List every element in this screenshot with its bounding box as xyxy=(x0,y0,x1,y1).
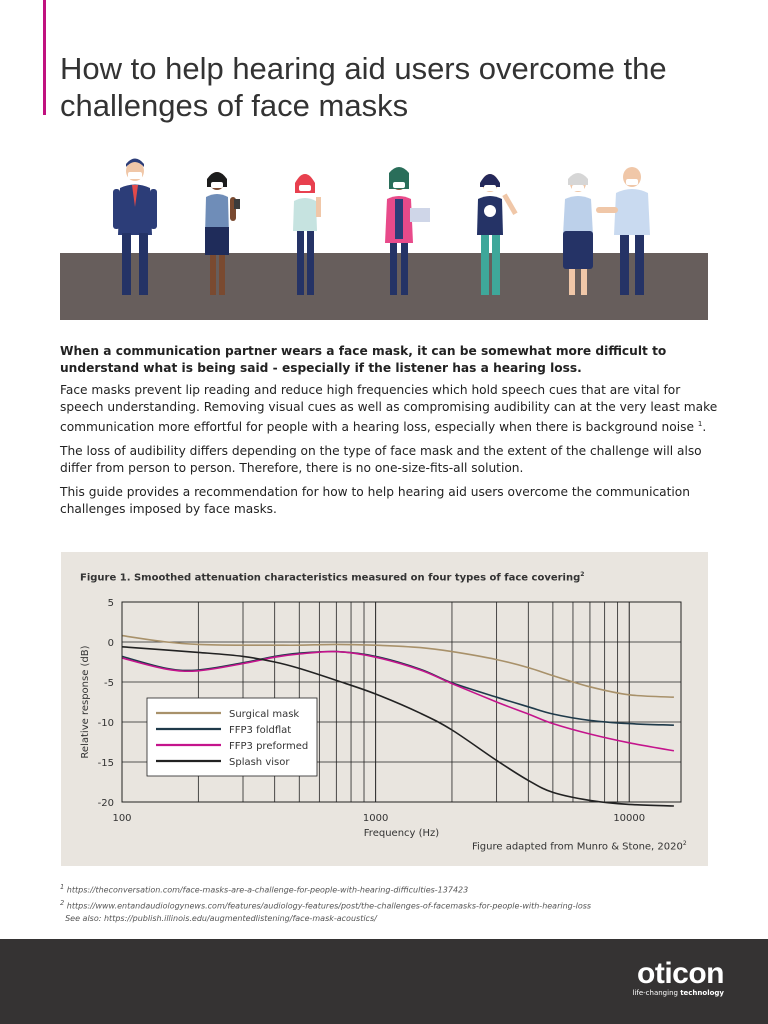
x-tick-label: 10000 xyxy=(613,813,646,824)
oticon-logo: oticon xyxy=(637,957,724,990)
legend-label: FFP3 foldflat xyxy=(229,725,292,736)
legend-label: Surgical mask xyxy=(229,709,300,720)
y-axis-label: Relative response (dB) xyxy=(80,645,91,759)
intro-paragraph-3: This guide provides a recommendation for how to help hearing aid users overcome the communication challenges imposed by face masks. xyxy=(60,485,690,517)
people-wearing-face-masks-illustration xyxy=(60,155,708,320)
page-title: How to help hearing aid users overcome the challenges of face masks xyxy=(60,51,667,123)
footnote-2-link[interactable]: https://www.entandaudiologynews.com/features/audiology-features/post/the-challenges-of-facemasks-for-people-with-hearing-loss xyxy=(66,901,592,911)
x-tick-label: 100 xyxy=(112,813,132,824)
footnote-see-also xyxy=(60,913,591,926)
figure-title-text: Figure 1. Smoothed attenuation characteristics measured on four types of face covering xyxy=(80,572,581,584)
footnotes xyxy=(60,881,591,926)
y-tick-label: 5 xyxy=(107,598,114,609)
title-accent-bar xyxy=(43,0,46,115)
figure-credit-ref: 2 xyxy=(682,840,687,847)
tagline-bold: technology xyxy=(680,989,724,997)
y-tick-label: -5 xyxy=(104,678,114,689)
attenuation-chart xyxy=(61,552,708,866)
footnote-see-also-link[interactable]: See also: https://publish.illinois.edu/augmentedlistening/face-mask-acoustics/ xyxy=(65,914,377,924)
intro-paragraph-1-text: Face masks prevent lip reading and reduce high frequencies which hold speech cues that are vital for speech understanding. Removing visual cues as well as compromising audibility can at the very least make communication more effortful for people with a hearing loss, especially when there is background noise xyxy=(60,383,718,435)
x-tick-labels xyxy=(112,813,645,824)
y-tick-label: 0 xyxy=(107,638,114,649)
logo-tagline xyxy=(632,989,724,997)
x-tick-label: 1000 xyxy=(362,813,389,824)
legend-label: FFP3 preformed xyxy=(229,741,309,752)
figure-credit xyxy=(472,840,687,852)
legend-label: Splash visor xyxy=(229,757,290,768)
intro-paragraph-1 xyxy=(60,382,720,436)
footer xyxy=(0,939,768,1024)
intro-lead: When a communication partner wears a face mask, it can be somewhat more difficult to understand what is being said - especially if the listener has a hearing loss. xyxy=(60,344,667,375)
y-tick-labels xyxy=(98,598,114,809)
intro-paragraph-1-end: . xyxy=(702,420,707,435)
y-tick-label: -20 xyxy=(97,798,114,809)
ground-strip xyxy=(60,253,708,320)
series-line-surgical-mask xyxy=(122,636,674,698)
intro-paragraph-2: The loss of audibility differs depending on the type of face mask and the extent of the challenge will also differ from person to person. Therefore, there is no one-size-fits-all solution. xyxy=(60,444,702,476)
chart-legend xyxy=(147,698,317,776)
footnote-1 xyxy=(60,881,591,897)
x-axis-label: Frequency (Hz) xyxy=(363,828,440,839)
figure-credit-text: Figure adapted from Munro & Stone, 2020 xyxy=(472,841,683,853)
intro-text xyxy=(60,343,720,525)
y-tick-label: -15 xyxy=(97,758,114,769)
footnote-ref-1: 1 xyxy=(697,420,703,428)
footnote-1-mark: 1 xyxy=(60,883,65,891)
y-tick-label: -10 xyxy=(97,718,114,729)
footnote-1-link[interactable]: https://theconversation.com/face-masks-are-a-challenge-for-people-with-hearing-difficulties-137423 xyxy=(66,885,469,895)
tagline-plain: life-changing xyxy=(632,989,678,997)
footnote-2-mark: 2 xyxy=(60,899,65,908)
figure-title-ref: 2 xyxy=(580,571,585,578)
footnote-2 xyxy=(60,897,591,913)
